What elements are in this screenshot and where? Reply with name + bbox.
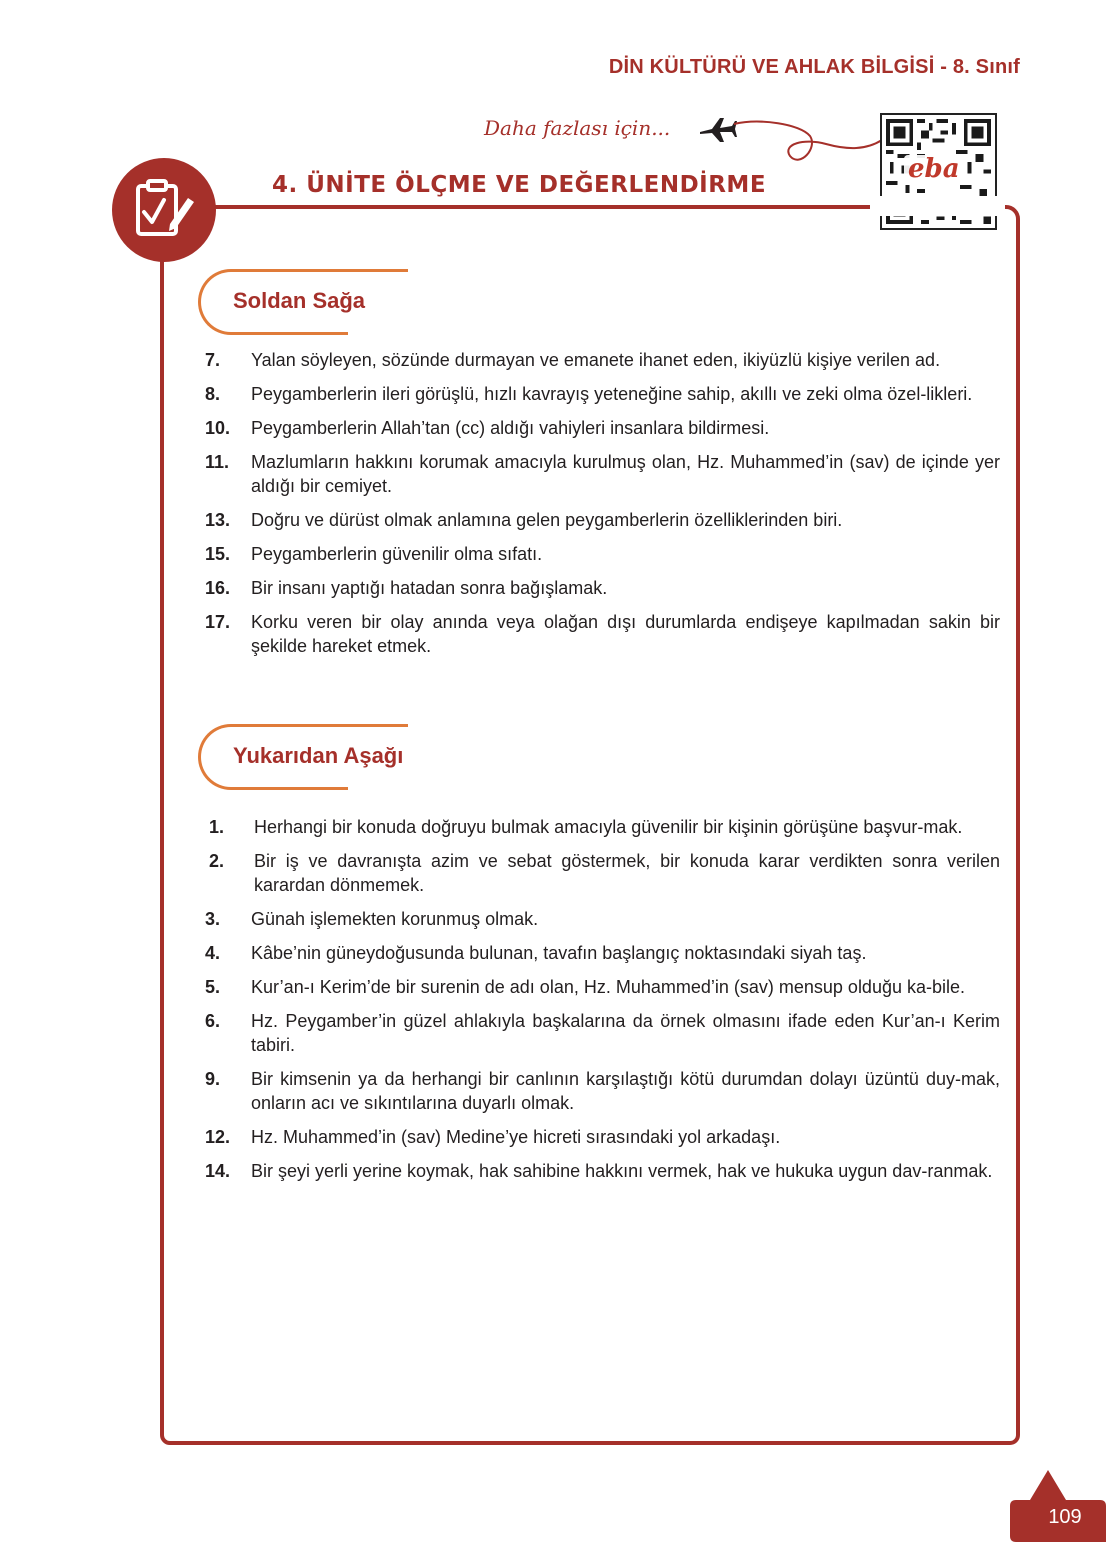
list-item: 2. Bir iş ve davranışta azim ve sebat göstermek, bir konuda karar verdikten sonra verilen karardan dönmemek. [209, 851, 1000, 895]
list-item: 1. Herhangi bir konuda doğruyu bulmak amacıyla güvenilir bir kişinin görüşüne başvur-mak. [209, 817, 963, 837]
unit-title: 4. ÜNİTE ÖLÇME VE DEĞERLENDİRME [266, 172, 772, 198]
list-item: 10. Peygamberlerin Allah’tan (cc) aldığı vahiyleri insanlara bildirmesi. [205, 418, 770, 438]
list-item: 14. Bir şeyi yerli yerine koymak, hak sahibine hakkını vermek, hak ve hukuka uygun dav-ranmak. [205, 1161, 993, 1181]
list-item: 15. Peygamberlerin güvenilir olma sıfatı. [205, 544, 543, 564]
book-header-title: DİN KÜLTÜRÜ VE AHLAK BİLGİSİ - 8. Sınıf [608, 56, 1020, 78]
down-clue-list [205, 815, 1000, 1193]
section-heading-across [198, 269, 408, 335]
list-item: 17. Korku veren bir olay anında veya olağan dışı durumlarda endişeye kapılmadan sakin bir şekilde hareket etmek. [205, 612, 1000, 656]
list-item: 13. Doğru ve dürüst olmak anlamına gelen peygamberlerin özelliklerinden biri. [205, 510, 843, 530]
across-clue-list [205, 348, 1000, 668]
list-item: 16. Bir insanı yaptığı hatadan sonra bağışlamak. [205, 578, 608, 598]
page-number: 109 [1048, 1506, 1082, 1528]
list-item: 4. Kâbe’nin güneydoğusunda bulunan, tavafın başlangıç noktasındaki siyah taş. [205, 943, 867, 963]
qr-logo: eba [904, 155, 964, 183]
list-item: 3. Günah işlemekten korunmuş olmak. [205, 909, 539, 929]
section-heading-label: Soldan Sağa [233, 288, 366, 313]
list-item: 5. Kur’an-ı Kerim’de bir surenin de adı olan, Hz. Muhammed’in (sav) mensup olduğu ka-bile. [205, 977, 966, 997]
list-item: 8. Peygamberlerin ileri görüşlü, hızlı kavrayış yeteneğine sahip, akıllı ve zeki olma özel-likleri. [205, 384, 973, 404]
list-item: 12. Hz. Muhammed’in (sav) Medine’ye hicreti sırasındaki yol arkadaşı. [205, 1127, 781, 1147]
list-item: 6. Hz. Peygamber’in güzel ahlakıyla başkalarına da örnek olmasını ifade eden Kur’an-ı Kerim tabiri. [205, 1011, 1000, 1055]
page-number-tab [1008, 1466, 1106, 1542]
section-heading-label: Yukarıdan Aşağı [233, 743, 404, 768]
section-heading-down [198, 724, 408, 790]
list-item: 7. Yalan söyleyen, sözünde durmayan ve emanete ihanet eden, ikiyüzlü kişiye verilen ad. [205, 350, 941, 370]
more-info-text: Daha fazlası için... [484, 116, 671, 140]
list-item: 9. Bir kimsenin ya da herhangi bir canlının karşılaştığı kötü durumdan dolayı üzüntü duy-mak, onların acı ve sıkıntılarına duyarlı olmak. [205, 1069, 1000, 1113]
list-item: 11. Mazlumların hakkını korumak amacıyla kurulmuş olan, Hz. Muhammed’in (sav) de içinde yer aldığı bir cemiyet. [205, 452, 1000, 496]
clipboard-check-icon [112, 158, 216, 262]
